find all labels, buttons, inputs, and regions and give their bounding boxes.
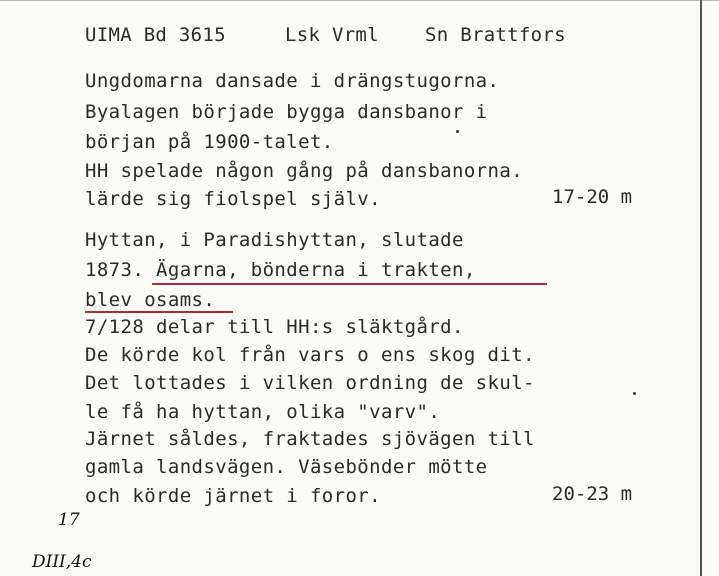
text-line: De körde kol från vars o ens skog dit. bbox=[85, 344, 535, 366]
stray-mark bbox=[456, 130, 459, 133]
text-line: början på 1900-talet. bbox=[85, 131, 334, 153]
card-right-edge bbox=[700, 0, 702, 576]
card-top-edge bbox=[0, 0, 719, 1]
text-line: Det lottades i vilken ordning de skul- bbox=[85, 372, 535, 394]
text-line: 1873. Ägarna, bönderna i trakten, bbox=[85, 259, 476, 281]
handwritten-page-number: 17 bbox=[58, 510, 80, 530]
text-line: lärde sig fiolspel själv. bbox=[85, 188, 381, 210]
red-underline bbox=[152, 283, 547, 285]
village-name: Sn Brattfors bbox=[425, 24, 566, 46]
text-line: Järnet såldes, fraktades sjövägen till bbox=[85, 428, 535, 450]
stray-mark bbox=[633, 392, 636, 395]
text-line: Hyttan, i Paradishyttan, slutade bbox=[85, 229, 464, 251]
text-line: 7/128 delar till HH:s släktgård. bbox=[85, 316, 464, 338]
handwritten-code: DIII,4c bbox=[32, 552, 92, 572]
red-underline bbox=[85, 311, 233, 313]
archive-reference: UIMA Bd 3615 bbox=[85, 24, 226, 46]
text-line: och körde järnet i foror. bbox=[85, 485, 381, 507]
age-range: 20-23 m bbox=[552, 483, 633, 505]
text-line: le få ha hyttan, olika "varv". bbox=[85, 401, 441, 423]
text-line: Byalagen började bygga dansbanor i bbox=[85, 101, 488, 123]
text-line: blev osams. bbox=[85, 289, 216, 311]
text-line: HH spelade någon gång på dansbanorna. bbox=[85, 160, 524, 182]
age-range: 17-20 m bbox=[552, 186, 633, 208]
parish-label: Lsk Vrml bbox=[285, 24, 379, 46]
text-line: gamla landsvägen. Väsebönder mötte bbox=[85, 456, 488, 478]
text-line: Ungdomarna dansade i drängstugorna. bbox=[85, 70, 500, 92]
